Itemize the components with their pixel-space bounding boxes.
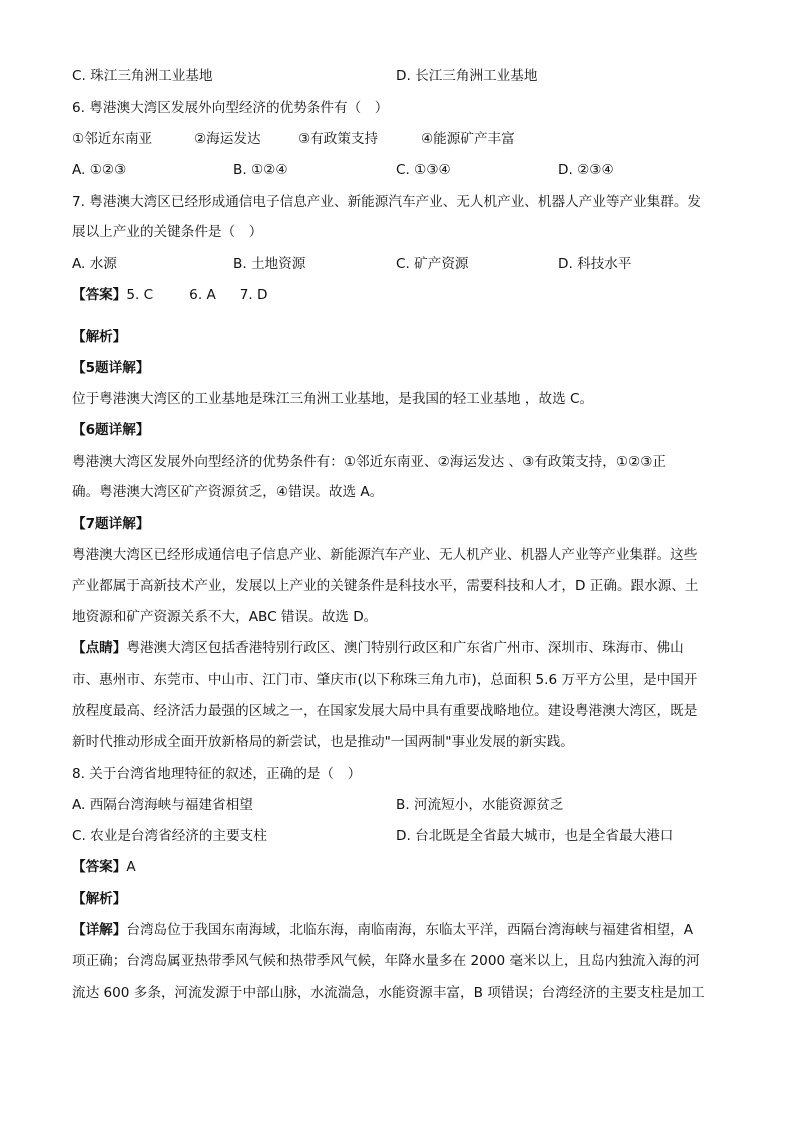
q8-detail-line2: 项正确；台湾岛属亚热带季风气候和热带季风气候，年降水量多在 2000 毫米以上，且岛内独流入海的河: [72, 953, 700, 969]
answer-7: 7. D: [239, 287, 268, 303]
q6-option-c: C. ①③④: [396, 162, 451, 178]
q8-option-c: C. 农业是台湾省经济的主要支柱: [72, 828, 267, 844]
q7-stem-line2: 展以上产业的关键条件是（ ）: [72, 224, 263, 240]
q7-option-b: B. 土地资源: [233, 256, 306, 272]
key-point-line2: 市、惠州市、东莞市、中山市、江门市、肇庆市(以下称珠三角九市)，总面积 5.6 万平方公里，是中国开: [72, 672, 698, 688]
q5-detail-text: 位于粤港澳大湾区的工业基地是珠江三角洲工业基地，是我国的轻工业基地 ，故选 C。: [72, 391, 594, 407]
q8-option-d: D. 台北既是全省最大城市，也是全省最大港口: [396, 828, 674, 844]
q6-condition-1: ①邻近东南亚: [72, 131, 153, 147]
q7-detail-line1: 粤港澳大湾区已经形成通信电子信息产业、新能源汽车产业、无人机产业、机器人产业等产业集群。这些: [72, 547, 698, 563]
answer-6: 6. A: [189, 287, 216, 303]
answer-8: A: [126, 859, 136, 875]
q6-condition-2: ②海运发达: [194, 131, 261, 147]
q6-condition-4: ④能源矿产丰富: [421, 131, 515, 147]
q8-detail-line1: [72, 920, 693, 940]
detail-tag: 【详解】: [72, 922, 127, 938]
q6-option-d: D. ②③④: [558, 162, 614, 178]
q8-detail-text1: 台湾岛位于我国东南海域，北临东海，南临南海，东临太平洋，西隔台湾海峡与福建省相望，A: [126, 922, 694, 938]
q7-option-c: C. 矿产资源: [396, 256, 469, 272]
answer-line-5-7: [72, 285, 268, 305]
q6-detail-heading: 【6题详解】: [72, 422, 150, 438]
analysis-title: 【解析】: [72, 329, 127, 345]
q6-detail-line2: 确。粤港澳大湾区矿产资源贫乏，④错误。故选 A。: [72, 484, 384, 500]
key-point-line1: [72, 638, 684, 658]
q7-detail-line3: 地资源和矿产资源关系不大，ABC 错误。故选 D。: [72, 609, 378, 625]
q8-stem: 8. 关于台湾省地理特征的叙述，正确的是（ ）: [72, 766, 362, 782]
key-point-tag: 【点睛】: [72, 640, 127, 656]
key-point-line4: 新时代推动形成全面开放新格局的新尝试，也是推动"一国两制"事业发展的新实践。: [72, 734, 574, 750]
q6-condition-3: ③有政策支持: [298, 131, 379, 147]
key-point-line3: 放程度最高、经济活力最强的区域之一，在国家发展大局中具有重要战略地位。建设粤港澳大湾区，既是: [72, 703, 698, 719]
q8-detail-line3: 流达 600 多条，河流发源于中部山脉，水流湍急，水能资源丰富，B 项错误；台湾经济的主要支柱是加工: [72, 985, 705, 1001]
q7-option-d: D. 科技水平: [558, 256, 632, 272]
answer-tag-8: 【答案】: [72, 859, 127, 875]
q5-detail-heading: 【5题详解】: [72, 360, 150, 376]
q7-detail-heading: 【7题详解】: [72, 516, 150, 532]
key-point-text: 粤港澳大湾区包括香港特别行政区、澳门特别行政区和广东省广州市、深圳市、珠海市、佛山: [126, 640, 684, 656]
q6-option-a: A. ①②③: [72, 162, 127, 178]
q6-stem: 6. 粤港澳大湾区发展外向型经济的优势条件有（ ）: [72, 100, 389, 116]
q6-detail-line1: 粤港澳大湾区发展外向型经济的优势条件有：①邻近东南亚、②海运发达 、③有政策支持，①②③正: [72, 454, 667, 470]
q8-option-a: A. 西隔台湾海峡与福建省相望: [72, 797, 253, 813]
answer-line-8: [72, 857, 136, 877]
answer-5: 5. C: [126, 287, 154, 303]
q8-option-b: B. 河流短小，水能资源贫乏: [396, 797, 564, 813]
analysis-title-8: 【解析】: [72, 891, 127, 907]
q7-stem-line1: 7. 粤港澳大湾区已经形成通信电子信息产业、新能源汽车产业、无人机产业、机器人产业等产业集群。发: [72, 194, 702, 210]
q6-option-b: B. ①②④: [233, 162, 288, 178]
q7-detail-line2: 产业都属于高新技术产业，发展以上产业的关键条件是科技水平，需要科技和人才，D 正确。跟水源、土: [72, 578, 699, 594]
q5-option-d: D. 长江三角洲工业基地: [396, 68, 538, 84]
q5-option-c: C. 珠江三角洲工业基地: [72, 68, 213, 84]
q7-option-a: A. 水源: [72, 256, 117, 272]
answer-tag: 【答案】: [72, 287, 127, 303]
